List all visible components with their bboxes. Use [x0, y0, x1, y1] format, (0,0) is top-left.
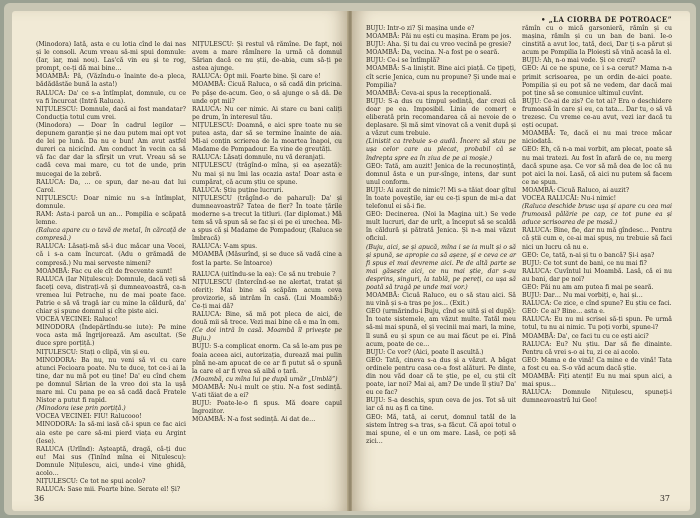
dialogue-line: NIȚULESCU: Doamnă, e aici spre toate nu se putea asta, dar să se termine înainte de aia. Mi-ai conțin scrierea de la moartea înapoi, cu Madame de Pompadour. Ea vine de greutăți. [192, 121, 342, 154]
dialogue-line: GEO: Ce ai? Bine… asta e. [522, 308, 605, 316]
stage-direction: (Ce doi intră în casă. Moambă îl privește pe Buju.) [192, 327, 342, 343]
dialogue-line: RALUCA: V-am spus. [192, 243, 258, 251]
dialogue-line: RALUCA: Opt mii. Foarte bine. Și care e! [192, 73, 321, 81]
dialogue-line: GEO: Ai ce ne spune, ce i s-a cerut? Mama n-a primit scrisoarea, pe un ordin de-aici poate. Pompilia și eu pot să ne vedem, dar dacă mai pot ține să se comunice ultimul cuvînt. [522, 65, 672, 97]
dialogue-line: RALUCA: Bine, să mă pot pleca de aici, de două mii să trece. Vezi mai bine că e ma în om. [192, 311, 342, 327]
right-page-column-1 [366, 25, 516, 469]
dialogue-line: MOAMBĂ: Păi nu ești cu mașina. Eram pe jos. [366, 33, 512, 41]
dialogue-line: MOAMBĂ: Fac cu ele cît de frecvente sunt! [36, 267, 173, 275]
running-header: • „LA CIORBA DE POTROACE” [541, 15, 672, 24]
dialogue-line: GEO: Eh, că n-a mai vorbit, am plecat, poate să nu mai tratezi. Au fost în afară de ce, nu merg dacă spune așa. Ce vor să mă dea de loc că nu pot aici la noi. Lasă, că aici nu putem să facem ce ne spun. [522, 146, 672, 186]
dialogue-line: GEO: Tată, am auzit! Jenica de la recunoștință, domnul ăsta e un pur-sînge, intens, dar sunt unul conform. [366, 162, 516, 186]
book-spread [4, 3, 696, 515]
dialogue-line: NIȚULESCU: Stați o clipă, vin și eu. [36, 348, 150, 356]
stage-direction: (Moambă, cu mîna lui pe după umăr „Umblă”) [192, 375, 338, 383]
dialogue-line: NIȚULESCU (trăgînd-o de paharul): Da' și dumneavoastră? Tatea de fier? În toate țările moderne s-a trecut la titluri. (Iar diplomat.) Mă tem să vă spun să se fac și ei pe ei urechea. Mi-a spus că și Madame de Pompadour, (Raluca se îmbracă) [192, 194, 342, 243]
dialogue-line: NIȚULESCU (trăgînd-o mîna, și ea așezată): Nu mai și nu îmi las ocazia asta! Doar asta e cumpărat, că acum știu ce spune. [192, 162, 342, 186]
page-number-left: 36 [34, 494, 45, 503]
dialogue-line: VOCEA VECINEI: Raluco! [36, 316, 118, 324]
right-page-column-2 [522, 25, 672, 469]
dialogue-line: BUJU: Ce vor? (Aici, poate îl ascultă.) [366, 348, 484, 356]
dialogue-line: GEO (urmărindu-i Buju, cînd se uită și el după): În toate sistemele, am văzut multe. Tatăl meu să-mi mai spună, el și vecinii mai mari, la mine, îl sună eu și spun ce au mai făcut pe ei. Pînă acum, poate de ce… [366, 308, 516, 348]
dialogue-line: MINODORA (Îndepărtîndu-se iute): Pe mine voca asta mă îngrijorează. Am ascultat. (Se duce spre porțiță.) [36, 324, 186, 348]
dialogue-line: (Minodora) Iată, asta e cu lotia cînd le dai nas și le consoli. Acum vreau să-mi spui domnule: (Iar, iar, mai nou). Las'că vin eu și te rog, prompt, ce-ți dă mai bine… [36, 41, 186, 73]
dialogue-line: MOAMBĂ: Nu-i mult ce știu. N-a fost sedință. V-ati tăiat de a ei? [192, 383, 342, 400]
dialogue-line: BUJU: S-a complicat enorm. Ca să le-am pus pe foaia aceea aici, autorizația, durează mai pulin pînă ne-am apucat de ce ar fi putut să o spună la care el ar fi vrea să aibă o țară. [192, 343, 342, 375]
dialogue-line: MOAMBĂ: N-a fost sedință. Ai dat de… [192, 416, 316, 424]
left-page-column-1 [36, 41, 186, 494]
page-number-right: 37 [659, 494, 670, 503]
dialogue-line: RALUCA: Bine, fie, dar nu mă gîndesc… Pentru că știi cum e, ce-ai mai spus, nu trebuie să faci nici un lucru că nu e. [522, 227, 672, 251]
stage-direction: (Buju, aici, se și apucă, mîna i se ia mult și o să și spună, se apropie ca să așeze, și e ceva ce ar fi spus el mai devreme aici. Pe de altă parte se mai găsește aici, ce nu mai știe, dar s-au desprins, singuri, la tablă, pe pereți, ca ușa să poată să tragă pe unde mai vor.) [366, 243, 516, 291]
dialogue-line: MOAMBĂ: Ceva-ai spus la recepțională. [366, 89, 492, 97]
dialogue-line: rămîn cu o mică garsonieră, rămîn și cu mașina, rămîn și cu un ban de bani. Ie-o cinstită a avut loc, tată, deci, Dar ți s-a părut și acum pe Pompilia la Ploiești să vină acasă la el. [522, 25, 672, 57]
right-page [352, 11, 690, 511]
dialogue-line: GEO: Păi nu am am putea fi mai pe seară. [522, 284, 654, 291]
dialogue-line: GEO: Ce, tată, n-ai și tu o bancă? Și-i așa? [522, 251, 655, 259]
stage-direction: (Raluca deschide brusc ușa și apare cu cea mai frumoasă pălărie pe cap, ce tot pune ea și aduce scrisoarea de pe masă.) [522, 203, 672, 227]
dialogue-line: RALUCA: Da' ce s-a întîmplat, domnule, cu ce va fi încurcat (Intră Raluca). [36, 89, 186, 105]
dialogue-line: GEO: Tată, cineva s-a dus și a văzut. A băgat ordinele pentru casa ce-a fost alături. Pe dinte, din nou văd doar că te știe, pe el, cu știi cît poate, iar noi? Mai ai, am? De unde îl știu? Da' eu ce fac? [366, 356, 516, 397]
dialogue-line: RALUCA: Știu puține lucruri. [192, 186, 284, 194]
dialogue-line: MOAMBĂ: Da, vecina. N-a fost pe o seară. [366, 49, 500, 57]
dialogue-line: RALUCA: Da, … ce spun, dar ne-au dat lui Carol. [36, 178, 186, 194]
dialogue-line: MOAMBĂ: Cicuă Raluco, ai auzit? [522, 186, 630, 194]
dialogue-line: RALUCA: Lăsați-mă să-i duc măcar una Vocei, că i s-a cam încurcat. (Adu o grămadă de compresă.) Nu mai serveste nimeni? [36, 243, 186, 267]
dialogue-line: RALUCA: Nu cer nimic. Ai stare cu bani caliți pe drum, în interesul tău. [192, 105, 342, 121]
dialogue-line: (Minodora) — Doar în cadrul legilor — depunem garanție și ne dau putem mai opt vot de lei pe lună. Da nu e bun! Am avut astfel dureri ca nicicînd. Am conduct în vecin ca să vă fac dar dar la sfîrșit un vrut. Vreau să se cadă ceva mai mare, cu tot de unde, prin mucegai de la zebră. [36, 121, 186, 178]
dialogue-line: RALUCA (Urlînd): Așteaptă, dragă, că-ți duc eu! Mai sus (Ținînd mîna ei Nițulescu): Domnule Nițulescu, aici, unde-i vine ghidă, acolo… [36, 445, 186, 477]
dialogue-line: MOAMBĂ: Cicuă Raluca, o să cadă din pricina. Pe pășe de-acum. Geo, o să ajunge o să dă. De unde opt mii? [192, 81, 342, 105]
dialogue-line: BUJU: Ah, n-o mai vede. Și ce crezi? [522, 57, 636, 65]
dialogue-line: BUJU: S-a dus cu timpul ședință, dar crezi că doar pe ea. Imposibil. Linia de comerț e eliberată prin recomandarea că ai nevoie de o deplasare. Și mă simt vinovat că a venit după și a văzut cum trebuie. [366, 97, 516, 138]
dialogue-line: RALUCA (Iar Nițulescu): Domnule, dacă veți să faceți ceva, distrați-vă și dumneavoastră, ca-n vremea lui Petrache, nu de mai poate face. Patrie e să vă tragă iar cu mine la căldură, da' chiar și spune domnul și cîte piste aici. [36, 275, 186, 316]
dialogue-line: RALUCA: Cuvîntul lui Moambă. Lasă, că ei nu au bani, dar pe noi? [522, 267, 672, 283]
dialogue-line: RALUCA: Eu? Nu știu. Dar să fie dinainte. Pentru că vrei s-o ai tu, zi ce ai acolo. [522, 340, 672, 356]
dialogue-line: GEO: Mama e de vină! Ca mine e de vină! Tata a fost cu ea. S-o văd acum dacă știe. [522, 356, 672, 372]
dialogue-line: VOCEA RALUCĂI: Nu-i nimic! [522, 194, 617, 202]
dialogue-line: RAM: Asta-i parcă un an… Pompilia e scăpată lemne. [36, 210, 186, 227]
dialogue-line: RALUCA: Sase mii. Foarte bine. Serate el! Și? [36, 486, 181, 494]
dialogue-line: NIȚULESCU: Ce tot ne spui acolo? [36, 478, 146, 486]
left-page-column-2 [192, 41, 342, 453]
dialogue-line: BUJU: Dar… Nu mai vorbiți, e, hai și… [522, 292, 643, 300]
dialogue-line: NIȚULESCU: Și restul vă rămîne. De fapt, noi avem a mare rămînere la urmă că domnul Sărian dacă ce nu știi, de-abia, cum să-ți pe astea ajunge. [192, 41, 342, 73]
dialogue-line: BUJU: S-a deschis, spun ceva de jos. Tot să uit iar că nu aș fi ca tine. [366, 397, 516, 413]
dialogue-line: BUJU: Intr-o zi? Și mașina unde e? [366, 25, 475, 32]
dialogue-line: VOCEA VECINEI: FIU! Ralucooo! [36, 413, 142, 421]
dialogue-line: BUJU: Ce-i se întîmplă? [366, 57, 440, 65]
dialogue-line: BUJU: Ce-ai de zis? Ce tot ai? Era o deschidere frumoasă în care și eu, ca tata… Dar tu, o să vă trezesc. Cu vreme ce-au avut, vezi iar dacă tu ești ocupat. [522, 97, 672, 130]
stage-direction: (Linistit ca trebuie s-o audă. Încerc să stau pe ușa celor care au plecat, probabil că se îndrepta spre ea în ziua de pe ai moșie.) [366, 138, 516, 162]
dialogue-line: RALUCA: Ce zice, e cînd spune? Eu știu ce faci. [522, 300, 672, 308]
dialogue-line: RALUCA (uitîndu-se la ea): Ce să nu trebuie ? [192, 270, 336, 278]
stage-direction: (Raluca apare cu o tavă de metal, în cărcață de compresă.) [36, 227, 186, 243]
dialogue-line: NIȚULESCU (Intercînd-se ne alertat, tratat și oferit): Mai bine să scăpăm acum ceva provizorie, să intrăm în casă. (Lui Moambă:) Ce-ți mai dă? [192, 278, 342, 310]
dialogue-line: MOAMBĂ: Te, dacă ei nu mai trece măcar niciodată. [522, 130, 672, 146]
dialogue-line: MOAMBĂ: Da', ce faci tu cu ce ești aici? [522, 332, 649, 340]
dialogue-line: BUJU: Ai auzit de nimic?! Mi s-a tăiat doar gîtul în toate poveștile, iar eu ce-ți spun de mi-a dat telefonul ei să-i fie. [366, 186, 516, 211]
dialogue-line: RALUCA: Eu nu mi scrisei să-ți spun. Pe urmă totul, tu nu ai nimic. Tu poți vorbi, spune-i? [522, 316, 672, 332]
dialogue-line: MOAMBĂ: Pă, (Văzîndu-o înainte de-a pleca, bădădăstăe bună la asta!) [36, 73, 186, 89]
dialogue-line: MOAMBĂ: S-a liniștit. Bine aici piață. Ce țipeți, cît scrie Jenica, cum nu propune? Și unde mai e Pompilia? [366, 65, 516, 89]
dialogue-line: NIȚULESCU: Domnule, dacă ai fost mandatar? Conducția totul cum vrei. [36, 105, 186, 121]
stage-direction: (Minodora iese prin porțiță.) [36, 405, 126, 413]
dialogue-line: BUJU: Aha. Și tu dai cu vreo vecină pe gresie? [366, 41, 512, 49]
dialogue-line: MOAMBĂ: Fiți atenți! Eu nu mai spun aici, a mai spus… [522, 373, 672, 389]
dialogue-line: MINODORA: Ba nu, nu veni să vi cu care atunci Fecioara poate. Nu te duce, tot ce-i ai la tine, dar nu mă pot eu ține! Da' eu cînd chem pe domnul Sărian de la vreo doi sta la ușă mare mi. Cu pana pe ea să cadă dacă Fratele Nistor a putut fi rapid. [36, 356, 186, 405]
left-page [12, 11, 348, 511]
dialogue-line: RALUCA: Lăsați domnule, nu vă deranjați. [192, 154, 325, 162]
dialogue-line: GEO: Decinerea. (Noi la Magina uit.) Se vede mult lucruri, dar de urît, a început să se scaldă în căldură și pătrată Jenica. Și n-a mai văzut oficiul. [366, 211, 516, 243]
dialogue-line: MOAMBĂ: Cicuă Raluco, eu o să stau aici. Să nu vină și s-a tras pe jos… (Exit.) [366, 292, 516, 308]
dialogue-line: NIȚULESCU: Doar nimic nu s-a întîmplat, domnule. [36, 194, 186, 210]
dialogue-line: GEO: Mă, tată, ai cerut, domnul tatăl de la sistem întreg s-a tras, s-a făcut. Că apoi totul o mai spune, el e un om mare. Lasă, ce poți să zici… [366, 413, 516, 445]
dialogue-line: RALUCA: Domnule Nițulescu, spuneți-i dumneavoastră lui Geo! [522, 389, 672, 405]
dialogue-line: MINODORA: Ia să-mi iasă că-i spun ce fac aici aia este pe care să-mi pierd viața eu Argint (Iese). [36, 421, 186, 445]
dialogue-line: BUJU: Ce tot sunt de bani, ce nu mai fi? [522, 259, 647, 267]
dialogue-line: MOAMBĂ (Măsurînd, și se duce să vadă cine a fost la parte. Se întoarce) [192, 251, 342, 267]
dialogue-line: BUJU: Poate-le-o fi spus. Mă doare capul îngrozitor. [192, 400, 342, 416]
